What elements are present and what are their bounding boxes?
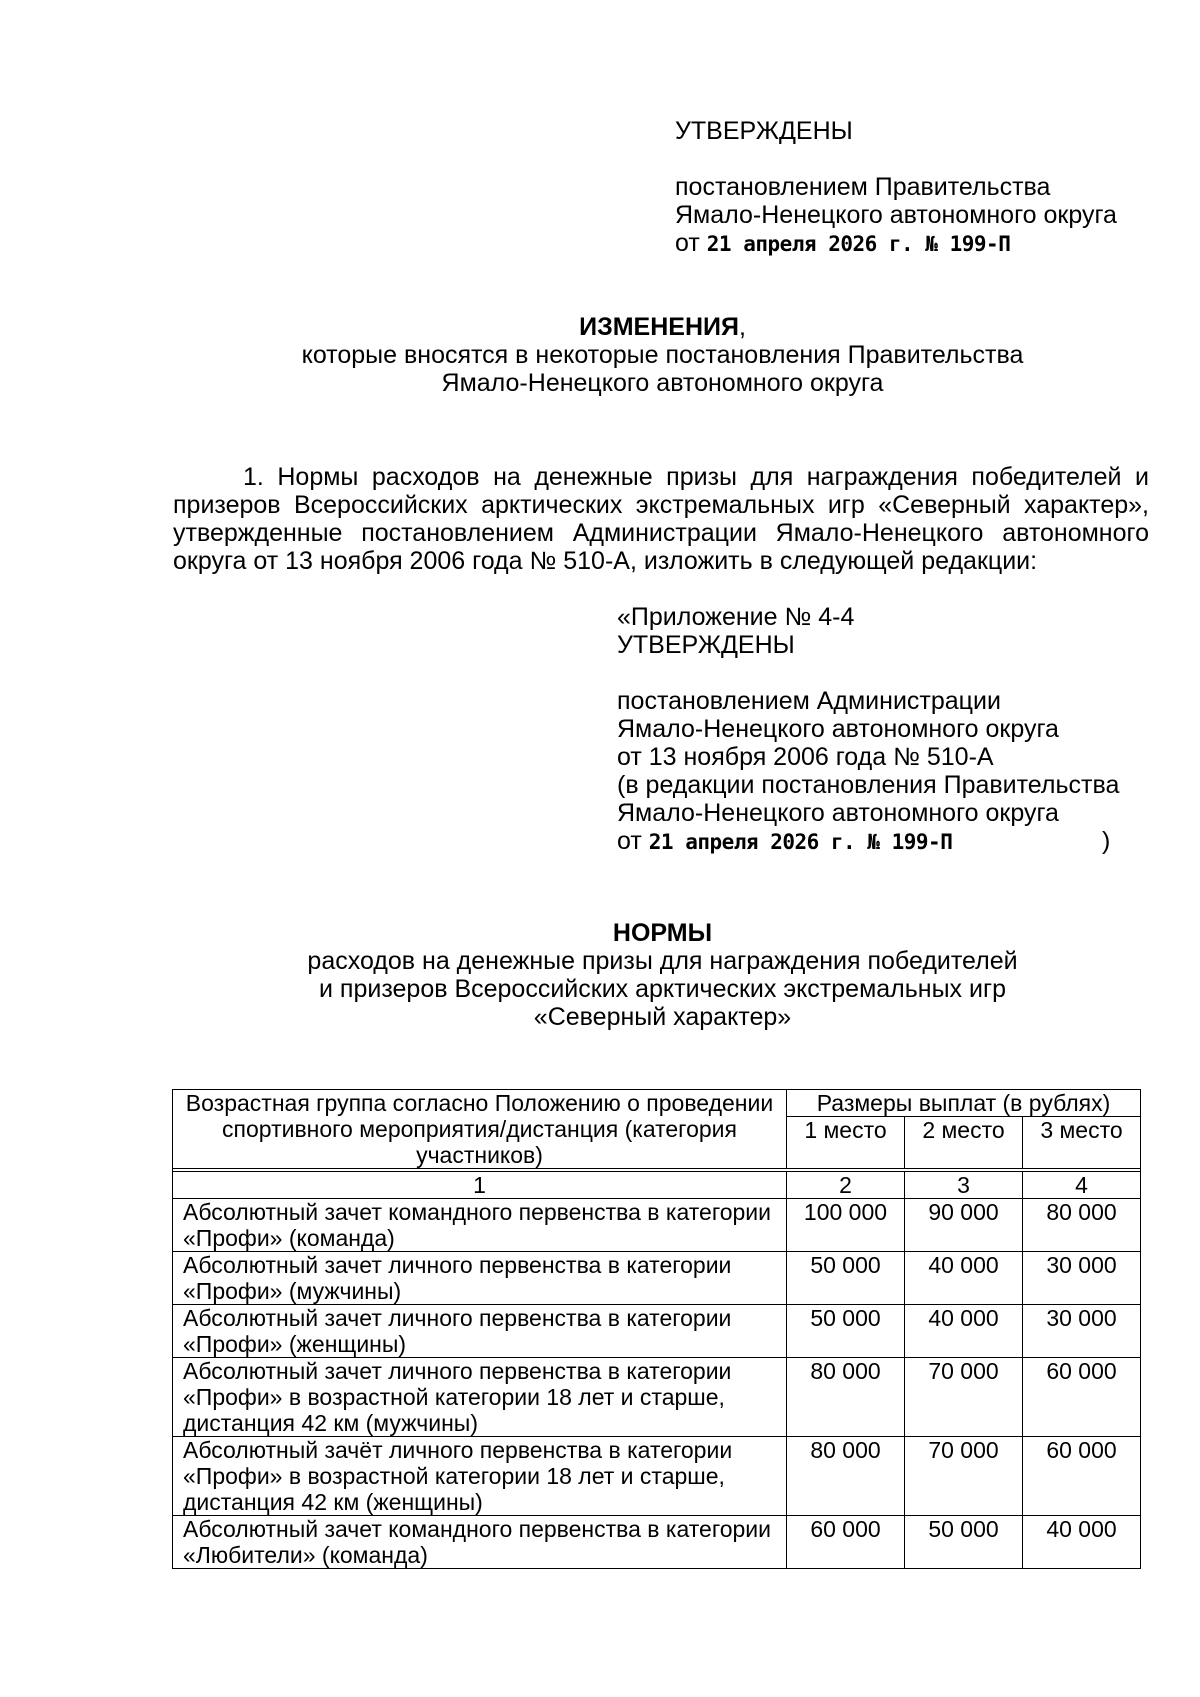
norms-title: НОРМЫ (612, 919, 713, 947)
annex-date-line (617, 827, 1177, 856)
col-number-1: 1 (173, 1172, 787, 1199)
changes-title: ИЗМЕНЕНИЯ (579, 313, 739, 341)
table-col-numbers-row (173, 1172, 1141, 1199)
row-label: Абсолютный зачет личного первенства в категории «Профи» в возрастной категории 18 лет и старше, дистанция 42 км (мужчины) (173, 1358, 787, 1437)
table-row (173, 1358, 1141, 1437)
annex-line-5: от 13 ноября 2006 года № 510-А (617, 743, 994, 771)
annex-date-stamp: 21 апреля 2026 г. № 199-П (648, 830, 953, 854)
annex-line-3: постановлением Администрации (617, 687, 1001, 715)
table-row (173, 1305, 1141, 1358)
annex-line-4: Ямало-Ненецкого автономного округа (617, 715, 1059, 743)
annex-line-2: УТВЕРЖДЕНЫ (617, 631, 795, 659)
annex-line-7: Ямало-Ненецкого автономного округа (617, 799, 1059, 827)
row-place-3: 60 000 (1023, 1358, 1141, 1437)
row-place-1: 100 000 (787, 1199, 905, 1252)
row-place-1: 50 000 (787, 1252, 905, 1305)
table-row (173, 1199, 1141, 1252)
changes-line-1: которые вносятся в некоторые постановления Правительства (301, 341, 1024, 369)
approval-block (675, 117, 1175, 258)
row-place-3: 80 000 (1023, 1199, 1141, 1252)
paragraph-1: 1. Нормы расходов на денежные призы для награждения победителей и призеров Всероссийских арктических экстремальных игр «Северный характер», утвержденные постановлением Администрации Ямало-Ненецкого автономного округа от 13 ноября 2006 года № 510-А, изложить в следующей редакции: (173, 463, 1149, 575)
table-header-row (173, 1090, 1141, 1117)
row-label: Абсолютный зачет командного первенства в категории «Любители» (команда) (173, 1516, 787, 1569)
changes-line-2: Ямало-Ненецкого автономного округа (441, 369, 884, 397)
norms-line-3: «Северный характер» (533, 1003, 792, 1031)
row-place-1: 60 000 (787, 1516, 905, 1569)
changes-title-suffix: , (738, 313, 746, 341)
changes-heading (170, 313, 1155, 397)
table-row (173, 1437, 1141, 1516)
annex-line-6: (в редакции постановления Правительства (617, 771, 1120, 799)
row-place-1: 50 000 (787, 1305, 905, 1358)
approval-line-1: постановлением Правительства (675, 173, 1051, 201)
col-number-3: 3 (905, 1172, 1023, 1199)
annex-block (617, 603, 1177, 856)
row-label: Абсолютный зачет личного первенства в категории «Профи» (мужчины) (173, 1252, 787, 1305)
norms-line-2: и призеров Всероссийских арктических экстремальных игр (319, 975, 1006, 1003)
row-place-3: 60 000 (1023, 1437, 1141, 1516)
row-place-2: 70 000 (905, 1358, 1023, 1437)
approval-date-line (675, 229, 1175, 258)
col-number-4: 4 (1023, 1172, 1141, 1199)
row-place-3: 30 000 (1023, 1305, 1141, 1358)
annex-date-prefix: от (617, 827, 642, 855)
header-age-group: Возрастная группа согласно Положению о проведении спортивного мероприятия/дистанция (категория участников) (173, 1090, 787, 1169)
row-place-2: 40 000 (905, 1252, 1023, 1305)
row-place-2: 70 000 (905, 1437, 1023, 1516)
col-number-2: 2 (787, 1172, 905, 1199)
norms-table (172, 1089, 1141, 1569)
row-place-2: 90 000 (905, 1199, 1023, 1252)
row-label: Абсолютный зачет личного первенства в категории «Профи» (женщины) (173, 1305, 787, 1358)
annex-close-paren: ) (1102, 827, 1111, 855)
approval-date-stamp: 21 апреля 2026 г. № 199-П (706, 232, 1011, 256)
header-place-2: 2 место (905, 1117, 1023, 1169)
norms-line-1: расходов на денежные призы для награждения победителей (307, 947, 1018, 975)
row-place-2: 40 000 (905, 1305, 1023, 1358)
row-place-1: 80 000 (787, 1358, 905, 1437)
table-row (173, 1252, 1141, 1305)
approval-title: УТВЕРЖДЕНЫ (675, 117, 853, 145)
annex-line-1: «Приложение № 4-4 (617, 603, 855, 631)
header-place-3: 3 место (1023, 1117, 1141, 1169)
approval-date-prefix: от (675, 229, 700, 257)
table-row (173, 1516, 1141, 1569)
approval-line-2: Ямало-Ненецкого автономного округа (675, 201, 1117, 229)
row-place-3: 30 000 (1023, 1252, 1141, 1305)
row-place-3: 40 000 (1023, 1516, 1141, 1569)
norms-heading (170, 919, 1155, 1031)
row-place-2: 50 000 (905, 1516, 1023, 1569)
row-place-1: 80 000 (787, 1437, 905, 1516)
header-payments: Размеры выплат (в рублях) (787, 1090, 1141, 1117)
row-label: Абсолютный зачёт личного первенства в категории «Профи» в возрастной категории 18 лет и старше, дистанция 42 км (женщины) (173, 1437, 787, 1516)
row-label: Абсолютный зачет командного первенства в категории «Профи» (команда) (173, 1199, 787, 1252)
header-place-1: 1 место (787, 1117, 905, 1169)
